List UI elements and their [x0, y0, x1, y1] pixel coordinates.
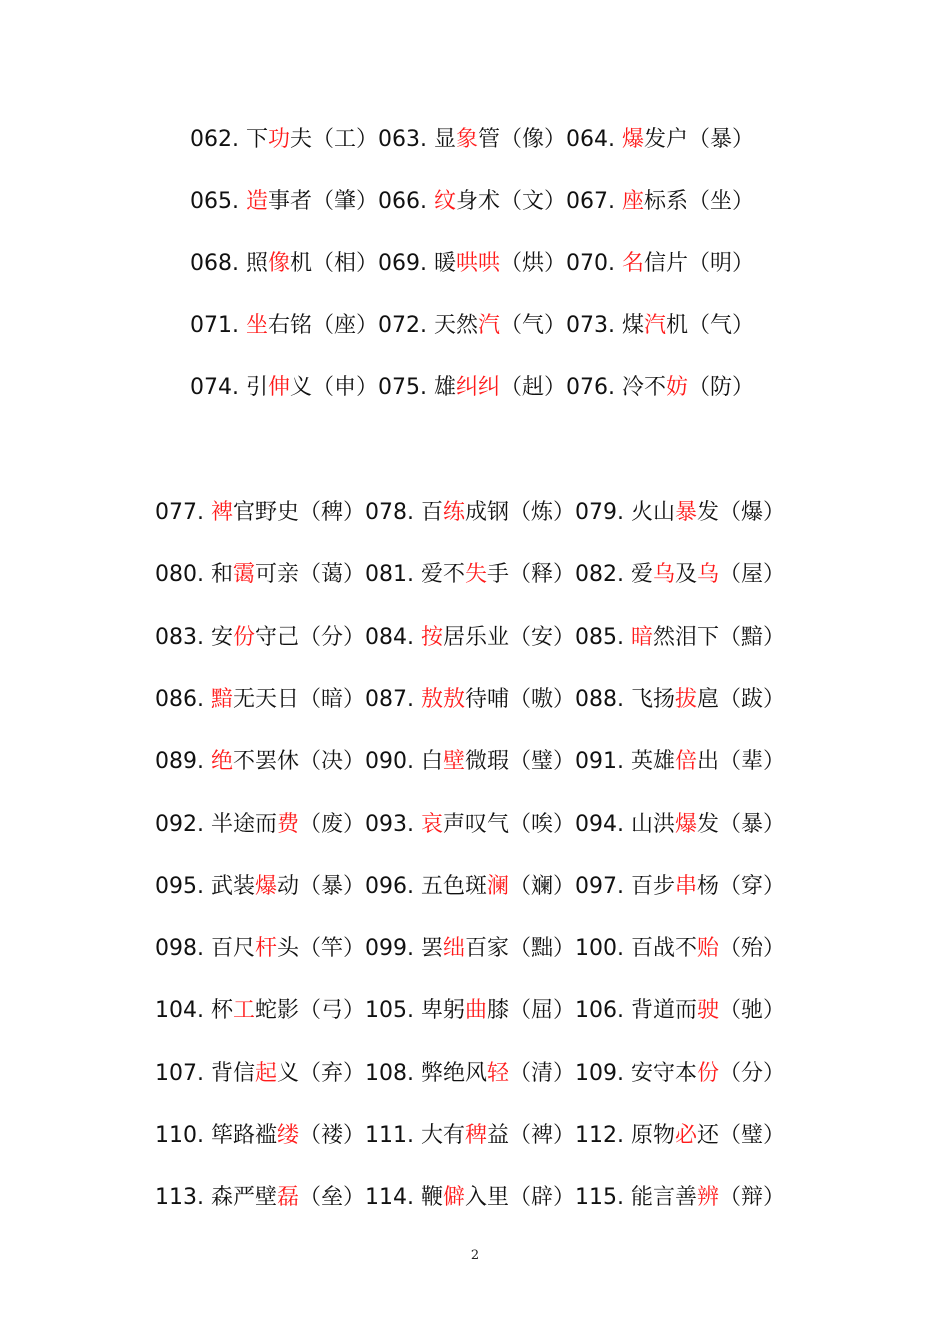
row-text: （驰） — [719, 998, 786, 1024]
row-text: （气）073. 煤 — [500, 313, 644, 338]
wrong-char-highlight: 按 — [420, 624, 443, 650]
row-text: 身术（文）067. — [456, 189, 622, 214]
row-text: 095. 武装 — [155, 873, 255, 899]
wrong-char-highlight: 贻 — [696, 936, 719, 962]
wrong-char-highlight: 轻 — [486, 1060, 509, 1086]
word-row — [155, 623, 785, 653]
row-text: 机（气） — [666, 313, 755, 338]
row-text: 可亲（蔼）081. 爱不 — [255, 562, 465, 588]
row-text: 110. 筚路褴 — [155, 1123, 277, 1148]
row-text: 071. — [190, 313, 246, 338]
row-text: 086. — [155, 686, 211, 712]
row-text: 080. 和 — [155, 562, 233, 588]
row-text: 发（爆） — [697, 500, 786, 525]
row-text: 夫（工）063. 显 — [290, 127, 456, 152]
row-text: 出（辈） — [697, 749, 786, 775]
row-text: 动（暴）096. 五色斑 — [277, 873, 487, 899]
wrong-char-highlight: 失 — [464, 562, 487, 588]
row-text: 113. 森严壁 — [155, 1185, 277, 1211]
word-row — [155, 498, 785, 528]
wrong-char-highlight: 爆 — [621, 127, 644, 152]
wrong-char-highlight: 爆 — [674, 811, 697, 837]
row-text: 百家（黜）100. 百战不 — [465, 936, 697, 962]
row-text: （烘）070. — [500, 251, 622, 276]
row-text: 义（申）075. 雄 — [290, 375, 456, 400]
row-text: （殆） — [719, 936, 786, 962]
wrong-char-highlight: 费 — [276, 811, 299, 837]
row-text: 守己（分）084. — [255, 624, 421, 650]
row-text: （赳）076. 冷不 — [500, 375, 666, 400]
word-row — [190, 125, 754, 155]
row-text: 及 — [675, 562, 698, 588]
word-row — [155, 872, 785, 902]
row-text: （辩） — [719, 1185, 786, 1211]
row-text: 杨（穿） — [697, 873, 786, 899]
wrong-char-highlight: 绝 — [210, 749, 233, 775]
row-text: 077. — [155, 500, 211, 525]
row-text: 还（璧） — [697, 1123, 786, 1148]
wrong-char-highlight: 乌 — [697, 562, 720, 588]
row-text: 膝（屈）106. 背道而 — [487, 998, 697, 1024]
word-row — [190, 311, 754, 341]
row-text: 不罢休（决）090. 白 — [233, 749, 443, 775]
row-text: 待哺（嗷）088. 飞扬 — [465, 686, 675, 712]
wrong-char-highlight: 黯 — [210, 686, 233, 712]
wrong-char-highlight: 伸 — [267, 375, 290, 400]
wrong-char-highlight: 爆 — [254, 873, 277, 899]
row-text: 成钢（炼）079. 火山 — [465, 500, 675, 525]
row-text: 标系（坐） — [644, 189, 755, 214]
wrong-char-highlight: 哄哄 — [455, 251, 500, 276]
row-text: 062. 下 — [190, 127, 268, 152]
row-text: 右铭（座）072. 天然 — [268, 313, 478, 338]
wrong-char-highlight: 曲 — [464, 998, 487, 1024]
row-text: 104. 杯 — [155, 998, 233, 1024]
wrong-char-highlight: 纹 — [433, 189, 456, 214]
wrong-char-highlight: 名 — [621, 251, 644, 276]
wrong-char-highlight: 造 — [245, 189, 268, 214]
wrong-char-highlight: 乌 — [652, 562, 675, 588]
row-text: 092. 半途而 — [155, 811, 277, 837]
row-text: 然泪下（黯） — [653, 624, 786, 650]
row-text: 068. 照 — [190, 251, 268, 276]
wrong-char-highlight: 拔 — [674, 686, 697, 712]
word-row — [155, 1183, 785, 1213]
word-row — [190, 187, 754, 217]
row-text: 发户（暴） — [644, 127, 755, 152]
wrong-char-highlight: 杆 — [254, 936, 277, 962]
row-text: 发（暴） — [697, 811, 786, 837]
page-number: 2 — [470, 1248, 480, 1263]
word-row — [155, 685, 785, 715]
row-text: 089. — [155, 749, 211, 775]
word-row — [155, 1059, 785, 1089]
row-text: 微瑕（璧）091. 英雄 — [465, 749, 675, 775]
row-text: 蛇影（弓）105. 卑躬 — [255, 998, 465, 1024]
row-text: 管（像）064. — [478, 127, 622, 152]
wrong-char-highlight: 缕 — [276, 1123, 299, 1148]
row-text: 083. 安 — [155, 624, 233, 650]
word-row — [155, 996, 785, 1026]
wrong-char-highlight: 起 — [254, 1060, 277, 1086]
wrong-char-highlight: 哀 — [420, 811, 443, 837]
row-text: （废）093. — [299, 811, 421, 837]
row-text: 官野史（稗）078. 百 — [233, 500, 443, 525]
row-text: 扈（跋） — [697, 686, 786, 712]
wrong-char-highlight: 敖敖 — [420, 686, 465, 712]
wrong-char-highlight: 坐 — [245, 313, 268, 338]
wrong-char-highlight: 倍 — [674, 749, 697, 775]
wrong-char-highlight: 份 — [232, 624, 255, 650]
row-text: 065. — [190, 189, 246, 214]
row-text: （斓）097. 百步 — [509, 873, 675, 899]
word-row — [155, 747, 785, 777]
word-row — [155, 1121, 785, 1151]
row-text: （屋） — [719, 562, 786, 588]
wrong-char-highlight: 汽 — [477, 313, 500, 338]
wrong-char-highlight: 暴 — [674, 500, 697, 525]
wrong-char-highlight: 僻 — [442, 1185, 465, 1211]
wrong-char-highlight: 辨 — [696, 1185, 719, 1211]
wrong-char-highlight: 必 — [674, 1123, 697, 1148]
row-text: 信片（明） — [644, 251, 755, 276]
wrong-char-highlight: 暗 — [630, 624, 653, 650]
row-text: 头（竿）099. 罢 — [277, 936, 443, 962]
wrong-char-highlight: 裨 — [210, 500, 233, 525]
wrong-char-highlight: 份 — [696, 1060, 719, 1086]
wrong-char-highlight: 练 — [442, 500, 465, 525]
row-text: 入里（辟）115. 能言善 — [465, 1185, 697, 1211]
wrong-char-highlight: 驶 — [696, 998, 719, 1024]
row-text: 机（相）069. 暖 — [290, 251, 456, 276]
row-text: （垒）114. 鞭 — [299, 1185, 443, 1211]
row-text: 事者（肇）066. — [268, 189, 434, 214]
word-row — [155, 934, 785, 964]
row-text: 义（弃）108. 弊绝风 — [277, 1060, 487, 1086]
wrong-char-highlight: 串 — [674, 873, 697, 899]
row-text: （清）109. 安守本 — [509, 1060, 697, 1086]
word-row — [190, 249, 754, 279]
wrong-char-highlight: 绌 — [442, 936, 465, 962]
wrong-char-highlight: 妨 — [665, 375, 688, 400]
row-text: （防） — [688, 375, 755, 400]
wrong-char-highlight: 壁 — [442, 749, 465, 775]
wrong-char-highlight: 磊 — [276, 1185, 299, 1211]
row-text: 声叹气（唉）094. 山洪 — [443, 811, 675, 837]
row-text: 手（释）082. 爱 — [487, 562, 653, 588]
wrong-char-highlight: 座 — [621, 189, 644, 214]
word-row — [155, 560, 785, 590]
wrong-char-highlight: 汽 — [643, 313, 666, 338]
wrong-char-highlight: 纠纠 — [455, 375, 500, 400]
row-text: （褛）111. 大有 — [299, 1123, 465, 1148]
wrong-char-highlight: 工 — [232, 998, 255, 1024]
wrong-char-highlight: 霭 — [232, 562, 255, 588]
word-row — [155, 810, 785, 840]
word-row — [190, 373, 754, 403]
wrong-char-highlight: 象 — [455, 127, 478, 152]
row-text: 无天日（暗）087. — [233, 686, 421, 712]
wrong-char-highlight: 功 — [267, 127, 290, 152]
wrong-char-highlight: 稗 — [464, 1123, 487, 1148]
row-text: 107. 背信 — [155, 1060, 255, 1086]
wrong-char-highlight: 澜 — [486, 873, 509, 899]
wrong-char-highlight: 像 — [267, 251, 290, 276]
row-text: 益（裨）112. 原物 — [487, 1123, 675, 1148]
row-text: 098. 百尺 — [155, 936, 255, 962]
row-text: 074. 引 — [190, 375, 268, 400]
row-text: （分） — [719, 1060, 786, 1086]
row-text: 居乐业（安）085. — [443, 624, 631, 650]
